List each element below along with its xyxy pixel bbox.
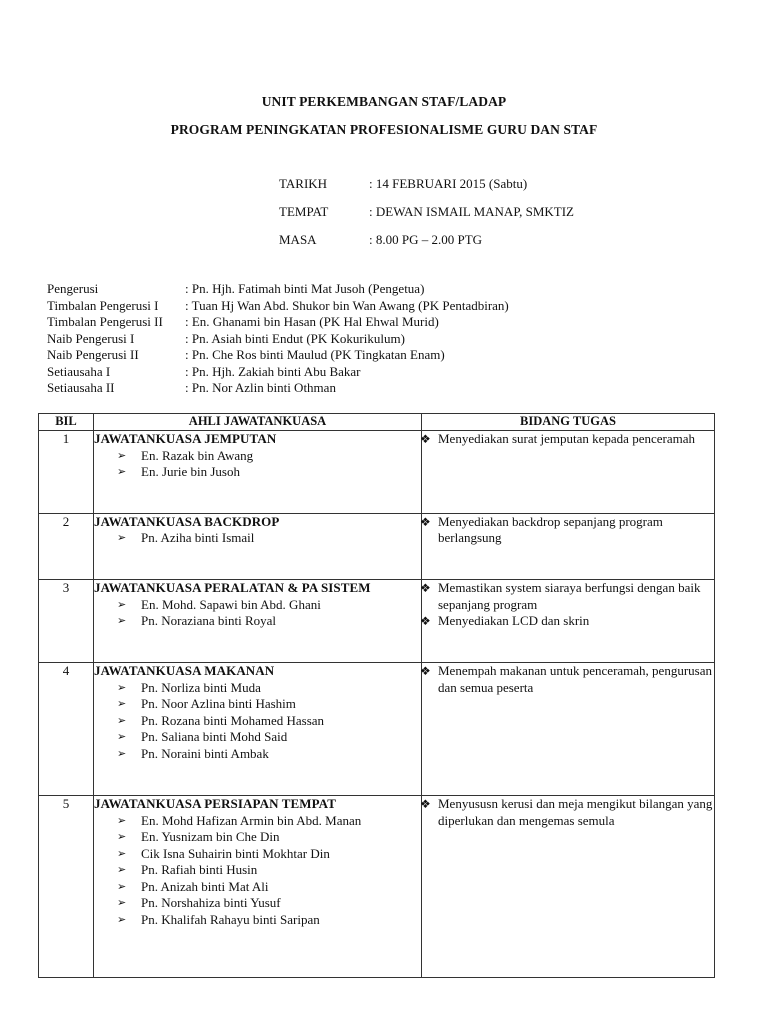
member-item — [94, 813, 421, 830]
member-item — [94, 729, 421, 746]
meta-value: : 14 FEBRUARI 2015 (Sabtu) — [369, 176, 528, 191]
officer-name: : En. Ghanami bin Hasan (PK Hal Ehwal Murid) — [185, 314, 439, 329]
table-row — [39, 580, 715, 663]
member-name: En. Mohd Hafizan Armin bin Abd. Manan — [141, 812, 362, 828]
event-details — [279, 176, 574, 260]
arrow-bullet-icon: ➢ — [117, 864, 127, 877]
arrow-bullet-icon: ➢ — [117, 913, 127, 926]
member-item — [94, 696, 421, 713]
member-item — [94, 746, 421, 763]
meta-row — [279, 204, 574, 232]
member-name: Cik Isna Suhairin binti Mokhtar Din — [141, 845, 330, 861]
task-item — [422, 663, 714, 696]
member-item — [94, 862, 421, 879]
task-text: Menyediakan backdrop sepanjang program berlangsung — [438, 513, 663, 546]
officer-role: Timbalan Pengerusi I — [47, 297, 159, 313]
table-row — [39, 431, 715, 514]
task-item — [422, 613, 714, 630]
member-name: Pn. Norshahiza binti Yusuf — [141, 895, 281, 911]
committee-cell — [94, 431, 422, 514]
member-item — [94, 597, 421, 614]
arrow-bullet-icon: ➢ — [117, 466, 127, 478]
member-name: En. Razak bin Awang — [141, 447, 254, 463]
task-cell — [422, 663, 715, 796]
member-item — [94, 895, 421, 912]
row-number: 3 — [39, 580, 94, 663]
member-name: En. Yusnizam bin Che Din — [141, 829, 280, 845]
task-text: Menyediakan LCD dan skrin — [438, 613, 590, 629]
member-item — [94, 713, 421, 730]
committee-name: JAWATANKUASA BACKDROP — [94, 513, 280, 529]
table-header-row — [39, 414, 715, 431]
table-row — [39, 796, 715, 978]
task-item — [422, 514, 714, 547]
arrow-bullet-icon: ➢ — [117, 449, 127, 462]
arrow-bullet-icon: ➢ — [117, 847, 127, 860]
row-number: 1 — [39, 431, 94, 514]
member-item — [94, 829, 421, 846]
header-bil: BIL — [39, 414, 94, 431]
meta-label: TEMPAT — [279, 204, 329, 219]
member-name: Pn. Noraini binti Ambak — [141, 745, 269, 761]
officer-row — [47, 298, 509, 315]
committee-cell — [94, 513, 422, 580]
officer-row — [47, 314, 509, 331]
member-name: Pn. Rafiah binti Husin — [141, 862, 258, 878]
meta-label: TARIKH — [279, 176, 328, 191]
program-title: PROGRAM PENINGKATAN PROFESIONALISME GURU DAN STAF — [170, 122, 598, 137]
committee-name: JAWATANKUASA JEMPUTAN — [94, 431, 277, 446]
table-row — [39, 663, 715, 796]
arrow-bullet-icon: ➢ — [117, 681, 127, 694]
arrow-bullet-icon: ➢ — [117, 714, 127, 727]
row-number: 2 — [39, 513, 94, 580]
officer-role: Pengerusi — [47, 281, 99, 296]
arrow-bullet-icon: ➢ — [117, 731, 127, 744]
task-cell — [422, 513, 715, 580]
officer-name: : Tuan Hj Wan Abd. Shukor bin Wan Awang (PK Pentadbiran) — [185, 297, 509, 313]
committee-cell — [94, 796, 422, 978]
committee-name: JAWATANKUASA PERSIAPAN TEMPAT — [94, 796, 336, 812]
task-cell — [422, 580, 715, 663]
arrow-bullet-icon: ➢ — [117, 698, 127, 711]
arrow-bullet-icon: ➢ — [117, 831, 127, 844]
arrow-bullet-icon: ➢ — [117, 880, 127, 893]
header-bidang: BIDANG TUGAS — [422, 414, 715, 431]
officer-name: : Pn. Asiah binti Endut (PK Kokurikulum) — [185, 330, 405, 346]
diamond-bullet-icon: ❖ — [420, 514, 431, 529]
arrow-bullet-icon: ➢ — [117, 814, 127, 827]
officer-row — [47, 364, 509, 381]
member-name: Pn. Rozana binti Mohamed Hassan — [141, 712, 325, 728]
meta-value: : DEWAN ISMAIL MANAP, SMKTIZ — [369, 204, 574, 219]
meta-value: : 8.00 PG – 2.00 PTG — [369, 232, 483, 247]
member-item — [94, 448, 421, 465]
task-text: Menyususn kerusi dan meja mengikut bilangan yang diperlukan dan mengemas semula — [438, 796, 713, 828]
officer-role: Naib Pengerusi II — [47, 347, 139, 362]
officer-name: : Pn. Hjh. Fatimah binti Mat Jusoh (Pengetua) — [185, 281, 425, 296]
committee-cell — [94, 580, 422, 663]
officer-name: : Pn. Hjh. Zakiah binti Abu Bakar — [185, 363, 361, 379]
header-ahli: AHLI JAWATANKUASA — [94, 414, 422, 431]
task-item — [422, 580, 714, 613]
arrow-bullet-icon: ➢ — [117, 615, 127, 628]
task-item — [422, 796, 714, 829]
member-name: Pn. Saliana binti Mohd Said — [141, 729, 288, 745]
member-name: En. Jurie bin Jusoh — [141, 464, 240, 479]
officer-role: Setiausaha II — [47, 380, 115, 395]
member-name: Pn. Noor Azlina binti Hashim — [141, 696, 296, 712]
member-item — [94, 879, 421, 896]
officer-role: Timbalan Pengerusi II — [47, 314, 163, 329]
officer-name: : Pn. Nor Azlin binti Othman — [185, 380, 336, 395]
member-item — [94, 912, 421, 929]
diamond-bullet-icon: ❖ — [420, 432, 431, 446]
arrow-bullet-icon: ➢ — [117, 897, 127, 910]
meta-row — [279, 232, 574, 260]
unit-title: UNIT PERKEMBANGAN STAF/LADAP — [261, 94, 507, 109]
arrow-bullet-icon: ➢ — [117, 598, 127, 611]
meta-row — [279, 176, 574, 204]
officer-row — [47, 347, 509, 364]
member-name: En. Mohd. Sapawi bin Abd. Ghani — [141, 596, 321, 612]
task-text: Memastikan system siaraya berfungsi dengan baik sepanjang program — [438, 580, 701, 612]
task-text: Menempah makanan untuk penceramah, pengurusan dan semua peserta — [438, 663, 712, 695]
officers-list — [47, 281, 509, 397]
officer-row — [47, 380, 509, 397]
member-name: Pn. Noraziana binti Royal — [141, 613, 277, 629]
committee-table — [38, 413, 715, 978]
table-row — [39, 513, 715, 580]
officer-row — [47, 331, 509, 348]
member-name: Pn. Anizah binti Mat Ali — [141, 878, 269, 894]
committee-name: JAWATANKUASA PERALATAN & PA SISTEM — [94, 580, 371, 596]
officer-row — [47, 281, 509, 298]
member-item — [94, 530, 421, 547]
committee-name: JAWATANKUASA MAKANAN — [94, 663, 275, 679]
arrow-bullet-icon: ➢ — [117, 532, 127, 545]
member-item — [94, 846, 421, 863]
task-item — [422, 431, 714, 448]
row-number: 4 — [39, 663, 94, 796]
diamond-bullet-icon: ❖ — [420, 664, 431, 679]
diamond-bullet-icon: ❖ — [420, 614, 431, 629]
task-cell — [422, 796, 715, 978]
diamond-bullet-icon: ❖ — [420, 797, 431, 812]
arrow-bullet-icon: ➢ — [117, 747, 127, 760]
member-item — [94, 464, 421, 481]
member-name: Pn. Aziha binti Ismail — [141, 530, 255, 546]
member-name: Pn. Khalifah Rahayu binti Saripan — [141, 911, 320, 927]
member-name: Pn. Norliza binti Muda — [141, 679, 261, 695]
officer-role: Setiausaha I — [47, 363, 111, 379]
officer-role: Naib Pengerusi I — [47, 330, 135, 346]
row-number: 5 — [39, 796, 94, 978]
committee-cell — [94, 663, 422, 796]
task-text: Menyediakan surat jemputan kepada penceramah — [438, 431, 695, 446]
officer-name: : Pn. Che Ros binti Maulud (PK Tingkatan Enam) — [185, 347, 445, 362]
member-item — [94, 680, 421, 697]
diamond-bullet-icon: ❖ — [420, 581, 431, 596]
member-item — [94, 613, 421, 630]
meta-label: MASA — [279, 232, 317, 247]
task-cell — [422, 431, 715, 514]
